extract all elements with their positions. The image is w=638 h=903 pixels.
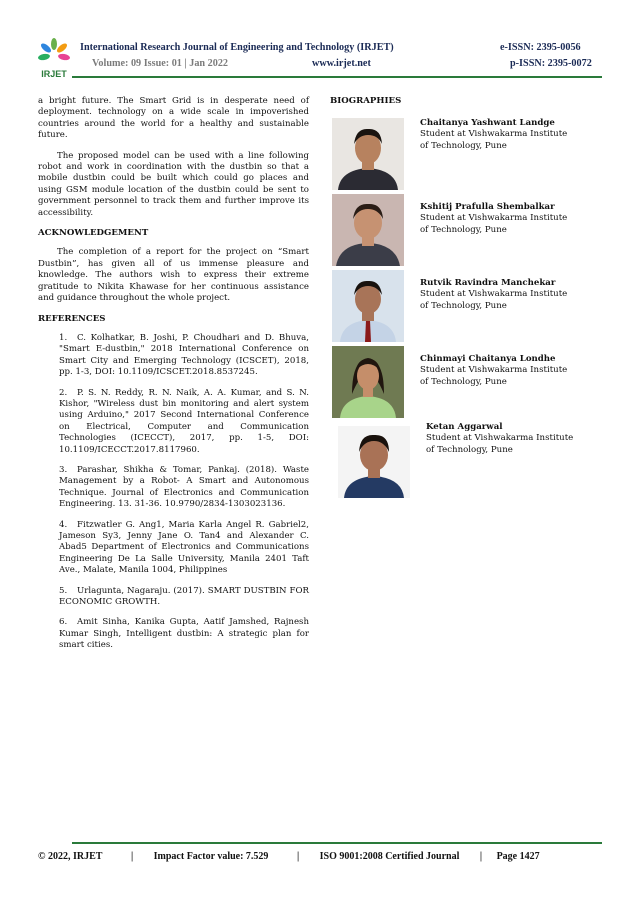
- footer-separator: |: [296, 851, 300, 862]
- acknowledgement-heading: ACKNOWLEDGEMENT: [38, 228, 149, 239]
- author-photo: [338, 426, 410, 498]
- bio-affiliation-city: of Technology, Pune: [420, 224, 507, 235]
- page-number: Page 1427: [496, 851, 540, 862]
- journal-title: International Research Journal of Engineering and Technology (IRJET): [80, 42, 394, 53]
- impact-factor: Impact Factor value: 7.529: [153, 851, 269, 862]
- reference-item: 2. P. S. N. Reddy, R. N. Naik, A. A. Kumar, and S. N. Kishor, "Wireless dust bin monitoring and alert system using Arduino," 2017 Second International Conference on Electrical, Computer and Communication Technologies (ICECCT), 2017, pp. 1-5, DOI: 10.1109/ICECCT.2017.8117960.: [59, 387, 309, 455]
- biographies-heading: BIOGRAPHIES: [330, 96, 402, 106]
- reference-item: 5. Urlagunta, Nagaraju. (2017). SMART DUSTBIN FOR ECONOMIC GROWTH.: [59, 585, 309, 608]
- page-header: [0, 0, 638, 86]
- bio-affiliation-city: of Technology, Pune: [420, 140, 507, 151]
- bio-name: Chinmayi Chaitanya Londhe: [420, 354, 556, 364]
- p-issn: p-ISSN: 2395-0072: [510, 58, 592, 69]
- author-photo: [332, 270, 404, 342]
- header-rule: [72, 76, 602, 78]
- volume-issue: Volume: 09 Issue: 01 | Jan 2022: [92, 58, 229, 69]
- iso-certification: ISO 9001:2008 Certified Journal: [319, 851, 460, 862]
- conclusion-paragraph-2: The proposed model can be used with a line following robot and work in coordination with the dustbin so that a mobile dustbin could be built which could go places and using GSM module location of the dustbin could be sent to government personnel to track them and further improve its accessibility.: [38, 150, 309, 218]
- author-photo: [332, 118, 404, 190]
- left-column: [38, 96, 309, 661]
- bio-affiliation: Student at Vishwakarma Institute: [420, 129, 568, 140]
- irjet-logo: [34, 38, 74, 80]
- bio-affiliation-city: of Technology, Pune: [426, 444, 513, 455]
- references-heading: REFERENCES: [38, 313, 106, 324]
- bio-name: Rutvik Ravindra Manchekar: [420, 278, 556, 288]
- reference-list: [38, 333, 309, 652]
- bio-affiliation-city: of Technology, Pune: [420, 376, 507, 387]
- e-issn: e-ISSN: 2395-0056: [500, 42, 581, 53]
- reference-item: 6. Amit Sinha, Kanika Gupta, Aatif Jamshed, Rajnesh Kumar Singh, Intelligent dustbin: A strategic plan for smart cities.: [59, 617, 309, 651]
- conclusion-paragraph-1: a bright future. The Smart Grid is in desperate need of deployment. technology on a wide scale in impoverished countries around the world for a healthy and sustainable future.: [38, 96, 309, 141]
- bio-name: Kshitij Prafulla Shembalkar: [420, 202, 555, 212]
- footer-separator: |: [479, 851, 483, 862]
- right-column: [330, 96, 605, 476]
- bio-name: Chaitanya Yashwant Landge: [420, 118, 555, 128]
- acknowledgement-text: The completion of a report for the project on “Smart Dustbin”, has given all of us immense pleasure and knowledge. The authors wish to express their extreme gratitude to Nikita Khawase for her continuous assistance and guidance throughout the whole project.: [38, 247, 309, 304]
- bio-affiliation: Student at Vishwakarma Institute: [420, 289, 568, 300]
- footer-separator: |: [130, 851, 134, 862]
- reference-item: 4. Fitzwatler G. Ang1, Maria Karla Angel R. Gabriel2, Jameson Sy3, Jenny Jane O. Tan4 and Alexander C. Abad5 Department of Electronics and Communications Engineering De La Salle University, Manila 2401 Taft Ave., Malate, Manila 1004, Philippines: [59, 519, 309, 576]
- reference-item: 3. Parashar, Shikha & Tomar, Pankaj. (2018). Waste Management by a Robot- A Smart and Autonomous Technique. Journal of Electronics and Communication Engineering. 13. 31-36. 10.9790/2834-1303023136.: [59, 464, 309, 510]
- author-photo: [332, 194, 404, 266]
- logo-text: IRJET: [41, 69, 67, 79]
- reference-item: 1. C. Kolhatkar, B. Joshi, P. Choudhari and D. Bhuva, "Smart E-dustbin," 2018 International Conference on Smart City and Emerging Technology (ICSCET), 2018, pp. 1-3, DOI: 10.1109/ICSCET.2018.8537245.: [59, 332, 309, 378]
- bio-name: Ketan Aggarwal: [426, 422, 503, 432]
- bio-affiliation: Student at Vishwakarma Institute: [426, 433, 574, 444]
- bio-affiliation-city: of Technology, Pune: [420, 300, 507, 311]
- footer-rule: [72, 842, 602, 844]
- bio-affiliation: Student at Vishwakarma Institute: [420, 213, 568, 224]
- copyright: © 2022, IRJET: [38, 851, 103, 862]
- page-footer: [38, 851, 608, 862]
- author-photo: [332, 346, 404, 418]
- journal-website[interactable]: www.irjet.net: [312, 58, 371, 69]
- bio-affiliation: Student at Vishwakarma Institute: [420, 365, 568, 376]
